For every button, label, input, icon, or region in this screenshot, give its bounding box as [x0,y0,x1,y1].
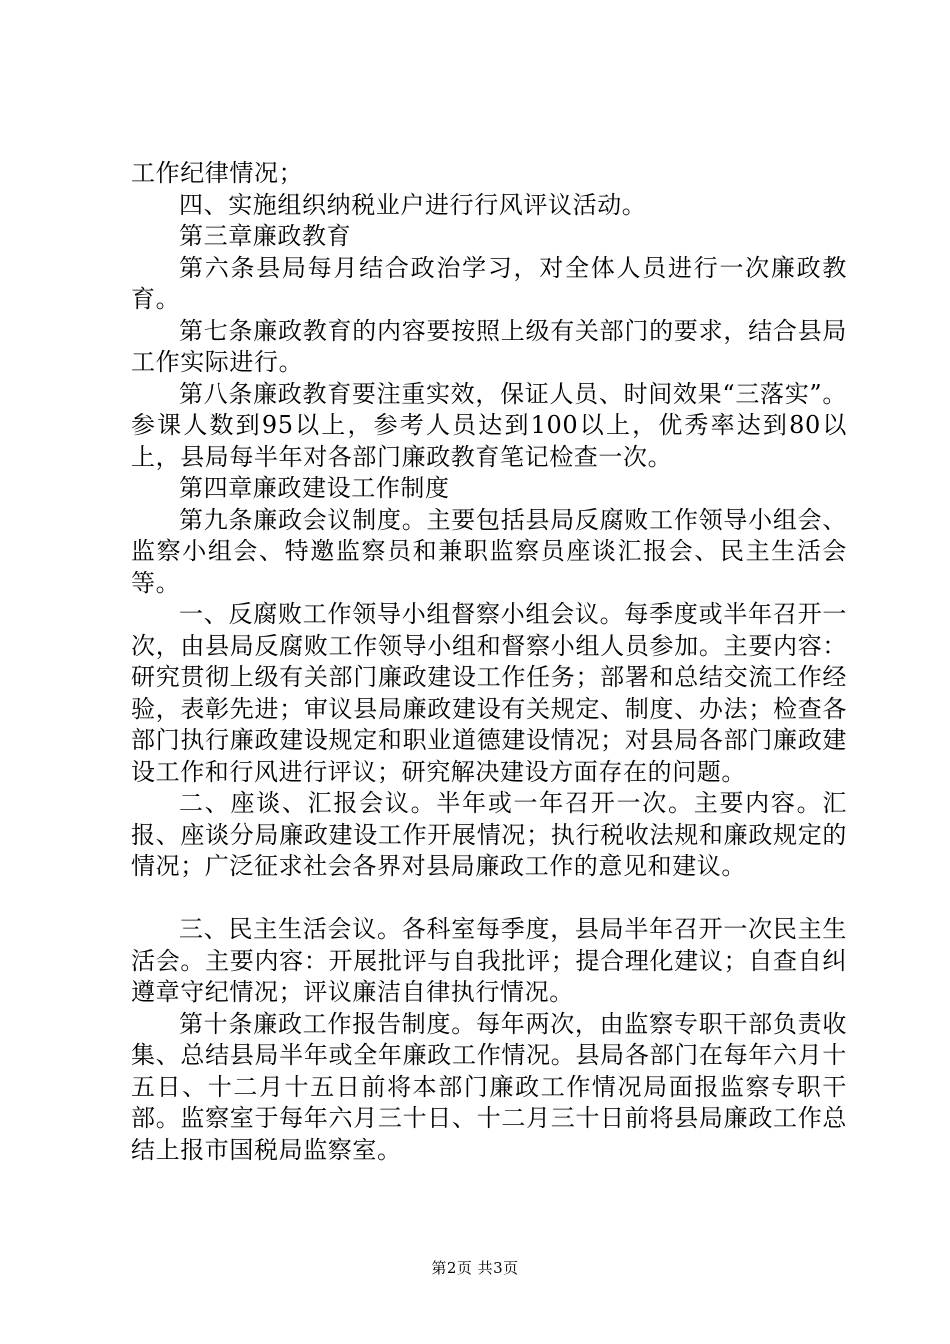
page-footer: 第2页 共3页 [431,1259,519,1277]
paragraph-article-six: 第六条县局每月结合政治学习，对全体人员进行一次廉政教育。 [131,253,847,313]
paragraph-item-four: 四、实施组织纳税业户进行行风评议活动。 [179,190,647,219]
paragraph-item-two: 二、座谈、汇报会议。半年或一年召开一次。主要内容。汇报、座谈分局廉政建设工作开展情况；执行税收法规和廉政规定的情况；广泛征求社会各界对县局廉政工作的意见和建议。 [131,789,847,880]
document-body [131,158,847,1166]
paragraph-continuation: 工作纪律情况； [131,159,304,187]
chapter-heading-four: 第四章廉政建设工作制度 [179,474,450,502]
paragraph-article-ten: 第十条廉政工作报告制度。每年两次，由监察专职干部负责收集、总结县局半年或全年廉政工作情况。县局各部门在每年六月十五日、十二月十五日前将本部门廉政工作情况局面报监察专职干部。监察室于每年六月三十日、十二月三十日前将县局廉政工作总结上报市国税局监察室。 [131,1009,847,1164]
paragraph-article-seven: 第七条廉政教育的内容要按照上级有关部门的要求，结合县局工作实际进行。 [131,316,847,376]
paragraph-item-three: 三、民主生活会议。各科室每季度，县局半年召开一次民主生活会。主要内容：开展批评与自我批评；提合理化建议；自查自纠遵章守纪情况；评议廉洁自律执行情况。 [131,915,847,1006]
chapter-heading-three: 第三章廉政教育 [179,222,352,250]
paragraph-item-one: 一、反腐败工作领导小组督察小组会议。每季度或半年召开一次，由县局反腐败工作领导小组和督察小组人员参加。主要内容：研究贯彻上级有关部门廉政建设工作任务；部署和总结交流工作经验，表彰先进；审议县局廉政建设有关规定、制度、办法；检查各部门执行廉政建设规定和职业道德建设情况；对县局各部门廉政建设工作和行风进行评议；研究解决建设方面存在的问题。 [131,600,847,786]
blank-line [131,883,847,915]
paragraph-article-nine: 第九条廉政会议制度。主要包括县局反腐败工作领导小组会、监察小组会、特邀监察员和兼职监察员座谈汇报会、民主生活会等。 [131,505,847,597]
paragraph-article-eight: 第八条廉政教育要注重实效，保证人员、时间效果“三落实”。参课人数到95以上，参考人员达到100以上，优秀率达到80以上，县局每半年对各部门廉政教育笔记检查一次。 [131,379,847,471]
